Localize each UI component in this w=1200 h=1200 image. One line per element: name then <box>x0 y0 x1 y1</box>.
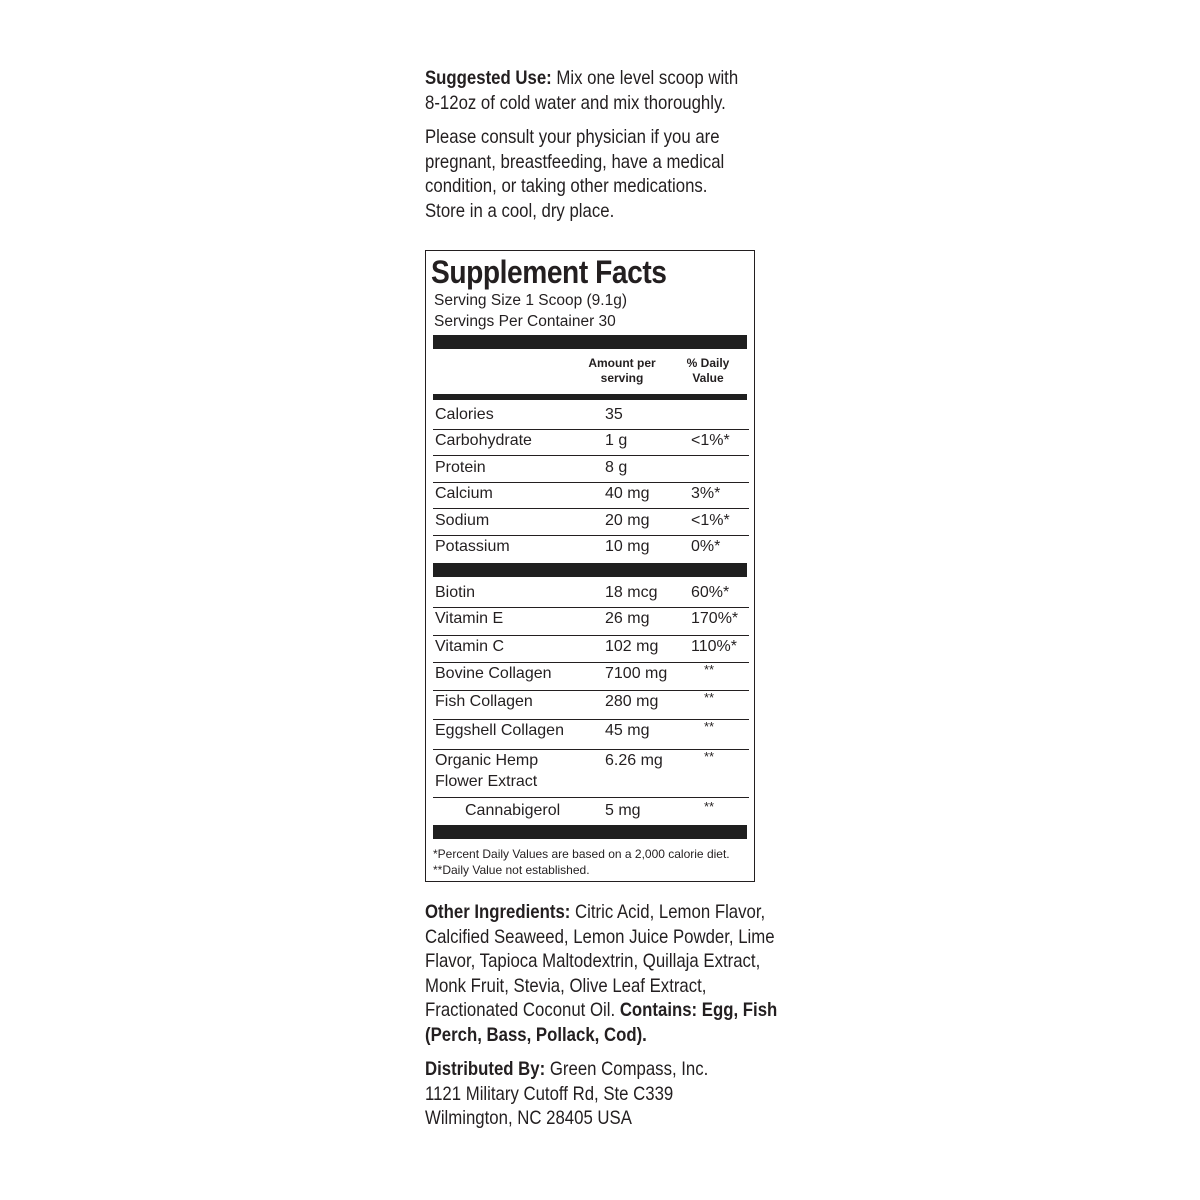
nutrient-amount: 280 mg <box>605 693 659 710</box>
nutrient-daily-value: <1%* <box>691 512 730 529</box>
nutrient-row <box>434 720 747 749</box>
suggested-use <box>425 66 769 115</box>
nutrient-daily-value: ** <box>704 799 715 814</box>
nutrient-name: Vitamin C <box>435 638 505 655</box>
nutrient-amount: 102 mg <box>605 638 659 655</box>
nutrient-name: Carbohydrate <box>435 432 532 449</box>
nutrient-daily-value: 3%* <box>691 485 721 502</box>
supplement-facts-panel <box>425 250 755 882</box>
nutrient-row <box>434 636 747 662</box>
distributed-by-label: Distributed By: <box>425 1058 546 1080</box>
serving-size: Serving Size 1 Scoop (9.1g) <box>434 292 627 309</box>
nutrient-daily-value: ** <box>704 662 715 677</box>
nutrient-row <box>434 800 747 823</box>
row-rule <box>433 508 749 509</box>
col-header-amount: Amount per serving <box>588 356 656 385</box>
contains-allergens: Contains: Egg, Fish (Perch, Bass, Pollack, Cod). <box>425 999 778 1046</box>
nutrient-row <box>434 582 747 607</box>
distributor-address-2: Wilmington, NC 28405 USA <box>425 1107 632 1129</box>
nutrient-amount: 7100 mg <box>605 665 668 682</box>
nutrient-name: Organic Hemp Flower Extract <box>435 752 539 790</box>
nutrient-name: Calcium <box>435 485 493 502</box>
nutrient-amount: 20 mg <box>605 512 650 529</box>
nutrient-daily-value: ** <box>704 719 715 734</box>
other-ingredients <box>425 900 778 1047</box>
nutrient-row <box>434 457 747 482</box>
nutrient-row <box>434 430 747 455</box>
nutrient-name: Calories <box>435 406 494 423</box>
nutrient-amount: 40 mg <box>605 485 650 502</box>
distributor-company: Green Compass, Inc. <box>545 1058 709 1080</box>
nutrient-row <box>434 691 747 719</box>
consult-text: Please consult your physician if you are pregnant, breastfeeding, have a medical condition, or taking other medications. Store in a cool, dry place. <box>425 126 725 222</box>
distributor-address-1: 1121 Military Cutoff Rd, Ste C339 <box>425 1082 674 1105</box>
facts-title: Supplement Facts <box>431 254 667 290</box>
nutrient-name: Bovine Collagen <box>435 665 552 682</box>
nutrient-row <box>434 750 747 797</box>
other-ingredients-text: Citric Acid, Lemon Flavor, Calcified Seaweed, Lemon Juice Powder, Lime Flavor, Tapioca Maltodextrin, Quillaja Extract, Monk Fruit, Stevia, Olive Leaf Extract, Fractionated Coconut Oil. <box>425 901 775 1021</box>
row-rule <box>433 797 749 798</box>
nutrient-row <box>434 663 747 690</box>
thick-divider-3 <box>433 825 747 839</box>
nutrient-name: Sodium <box>435 512 490 529</box>
suggested-use-text: Mix one level scoop with 8-12oz of cold water and mix thoroughly. <box>425 67 739 114</box>
nutrient-row <box>434 510 747 535</box>
thick-divider-2 <box>433 563 747 577</box>
nutrient-row <box>434 404 747 429</box>
nutrient-daily-value: 110%* <box>691 638 737 655</box>
nutrient-name: Potassium <box>435 538 510 555</box>
nutrient-daily-value: 170%* <box>691 610 739 627</box>
nutrient-amount: 8 g <box>605 459 628 476</box>
nutrient-amount: 1 g <box>605 432 628 449</box>
nutrient-amount: 26 mg <box>605 610 650 627</box>
nutrient-name: Eggshell Collagen <box>435 722 564 739</box>
nutrient-daily-value: <1%* <box>691 432 730 449</box>
medium-divider <box>433 394 747 400</box>
nutrient-daily-value: 0%* <box>691 538 721 555</box>
nutrient-name: Protein <box>435 459 486 476</box>
nutrient-row <box>434 608 747 635</box>
consult-warning <box>425 125 769 223</box>
nutrient-amount: 45 mg <box>605 722 650 739</box>
nutrient-row <box>434 536 747 561</box>
nutrient-amount: 35 <box>605 406 623 423</box>
facts-footnote: *Percent Daily Values are based on a 2,000 calorie diet. **Daily Value not established. <box>433 847 730 877</box>
nutrient-name: Cannabigerol <box>465 802 561 819</box>
nutrient-daily-value: ** <box>704 690 715 705</box>
nutrient-row <box>434 483 747 508</box>
nutrient-daily-value: 60%* <box>691 584 730 601</box>
thick-divider <box>433 335 747 349</box>
nutrient-amount: 5 mg <box>605 802 641 819</box>
nutrient-amount: 6.26 mg <box>605 752 663 769</box>
nutrient-amount: 18 mcg <box>605 584 658 601</box>
nutrient-daily-value: ** <box>704 749 715 764</box>
distributor <box>425 1057 769 1131</box>
col-header-daily-value: % Daily Value <box>686 356 730 385</box>
other-ingredients-label: Other Ingredients: <box>425 901 571 923</box>
servings-per-container: Servings Per Container 30 <box>434 313 616 330</box>
row-rule <box>433 455 749 456</box>
nutrient-amount: 10 mg <box>605 538 650 555</box>
suggested-use-label: Suggested Use: <box>425 67 552 89</box>
nutrient-name: Vitamin E <box>435 610 504 627</box>
nutrient-name: Fish Collagen <box>435 693 533 710</box>
nutrient-name: Biotin <box>435 584 476 601</box>
